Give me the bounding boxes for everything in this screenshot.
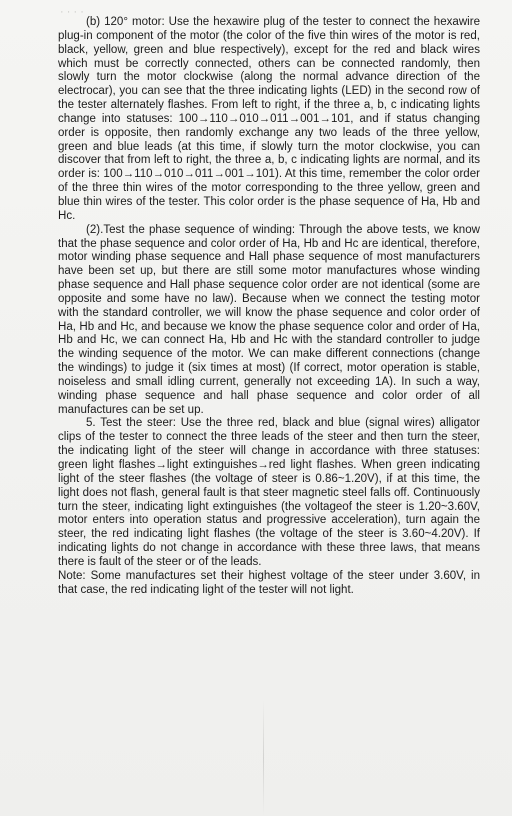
paragraph-note: Note: Some manufactures set their highest voltage of the steer under 3.60V, in that case, the red indicating light of the tester will not light. bbox=[58, 569, 480, 596]
page-fold-shadow bbox=[263, 700, 264, 816]
bleed-through-text: · · · · bbox=[60, 6, 84, 18]
paragraph-120-motor: (b) 120° motor: Use the hexawire plug of the tester to connect the hexawire plug-in component of the motor (the color of the five thin wires of the motor is red, black, yellow, green and blue respectively), except for the red and black wires which must be correctly connected, others can be connected randomly, then slowly turn the motor clockwise (along the normal advance direction of the electrocar), you can see that the three indicating lights (LED) in the second row of the tester alternately flashes. From left to right, if the three a, b, c indicating lights change into statuses: 100→110→010→011→001→101, and if status changing order is opposite, then randomly exchange any two leads of the three yellow, green and blue leads (at this time, if slowly turn the motor clockwise, you can discover that from left to right, the three a, b, c indicating lights are normal, and its order is: 100→110→010→011→001→101). At this time, remember the color order of the three thin wires of the motor corresponding to the three yellow, green and blue thin wires of the tester. This color order is the phase sequence of Ha, Hb and Hc. bbox=[58, 16, 480, 222]
paragraph-test-steer: 5. Test the steer: Use the three red, black and blue (signal wires) alligator clips of the tester to connect the three leads of the steer and then turn the steer, the indicating light of the steer will change in accordance with three statuses: green light flashes→light extinguishes→red light flashes. When green indicating light of the steer flashes (the voltage of steer is 0.86~1.20V), if at this time, the light does not flash, general fault is that steer magnetic steel falls off. Continuously turn the steer, indicating light extinguishes (the voltageof the steer is 1.20~3.60V, motor enters into operation status and progressive acceleration), turn again the steer, the red indicating light flashes (the voltage of the steer is 3.60~4.20V). If indicating lights do not change in accordance with these three laws, that means there is fault of the steer or of the leads. bbox=[58, 417, 480, 568]
paragraph-winding-phase-sequence: (2).Test the phase sequence of winding: Through the above tests, we know that the phase sequence and color order of Ha, Hb and Hc are identical, therefore, motor winding phase sequence and Hall phase sequence of most manufacturers have been set up, but there are still some motor manufactures whose winding phase sequence and Hall phase sequence color order are not identical (some are opposite and some have no law). Because when we connect the testing motor with the standard controller, we will know the phase sequence and color order of Ha, Hb and Hc, and because we know the phase sequence color and order of Ha, Hb and Hc, we can connect Ha, Hb and Hc with the standard controller to judge the winding sequence of the motor. We can make different connections (change the windings) to judge it (six times at most) (If correct, motor operation is stable, noiseless and small idling current, generally not exceeding 1A). In such a way, winding phase sequence and hall phase sequence and color order of all manufactures can be set up. bbox=[58, 223, 480, 416]
